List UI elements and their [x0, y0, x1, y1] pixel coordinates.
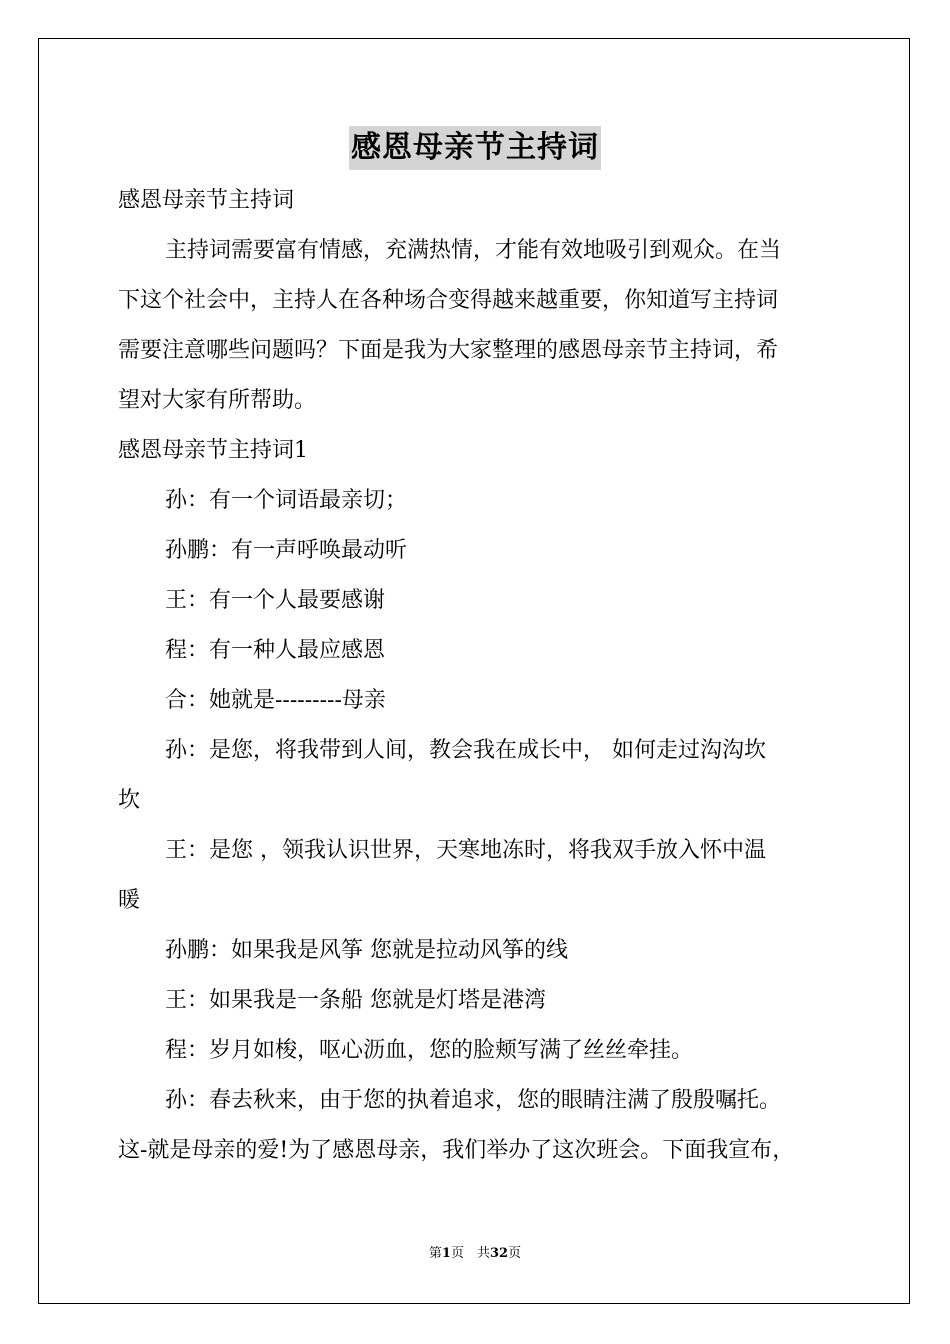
document-title: 感恩母亲节主持词: [349, 126, 601, 170]
body-line: 感恩母亲节主持词: [118, 188, 295, 213]
body-line: 合：她就是---------母亲: [165, 688, 386, 713]
body-line: 主持词需要富有情感，充满热情，才能有效地吸引到观众。在当: [165, 238, 782, 263]
body-line: 下这个社会中，主持人在各种场合变得越来越重要，你知道写主持词: [118, 288, 779, 313]
footer-page-total: 32: [489, 1246, 509, 1261]
body-line: 王：如果我是一条船 您就是灯塔是港湾: [165, 988, 546, 1013]
body-line: 王：有一个人最要感谢: [165, 588, 386, 613]
body-line: 孙：春去秋来，由于您的执着追求，您的眼睛注满了殷殷嘱托。: [165, 1088, 782, 1113]
body-line: 孙：是您，将我带到人间，教会我在成长中， 如何走过沟沟坎: [165, 738, 766, 763]
body-line: 望对大家有所帮助。: [118, 388, 317, 413]
body-line: 需要注意哪些问题吗？下面是我为大家整理的感恩母亲节主持词，希: [118, 338, 779, 363]
body-line: 坎: [118, 788, 141, 813]
body-line: 程：有一种人最应感恩: [165, 638, 386, 663]
body-line: 王：是您 ，领我认识世界，天寒地冻时，将我双手放入怀中温: [165, 838, 766, 863]
title-wrap: [0, 126, 950, 170]
body-line: 感恩母亲节主持词1: [118, 438, 308, 463]
body-line: 孙鹏：如果我是风筝 您就是拉动风筝的线: [165, 938, 568, 963]
document-body: [118, 176, 838, 1176]
footer-page-number: 1: [441, 1246, 451, 1261]
body-line: 这-就是母亲的爱!为了感恩母亲，我们举办了这次班会。下面我宣布，: [118, 1138, 795, 1163]
page-footer: [0, 1244, 950, 1264]
footer-page-suffix: 页: [508, 1246, 522, 1261]
body-line: 孙鹏：有一声呼唤最动听: [165, 538, 408, 563]
footer-page-mid: 页 共: [450, 1246, 490, 1261]
body-line: 程：岁月如梭，呕心沥血，您的脸颊写满了丝丝牵挂。: [165, 1038, 694, 1063]
body-line: 暖: [118, 888, 141, 913]
body-line: 孙：有一个词语最亲切；: [165, 488, 408, 513]
footer-page-prefix: 第: [428, 1246, 442, 1261]
